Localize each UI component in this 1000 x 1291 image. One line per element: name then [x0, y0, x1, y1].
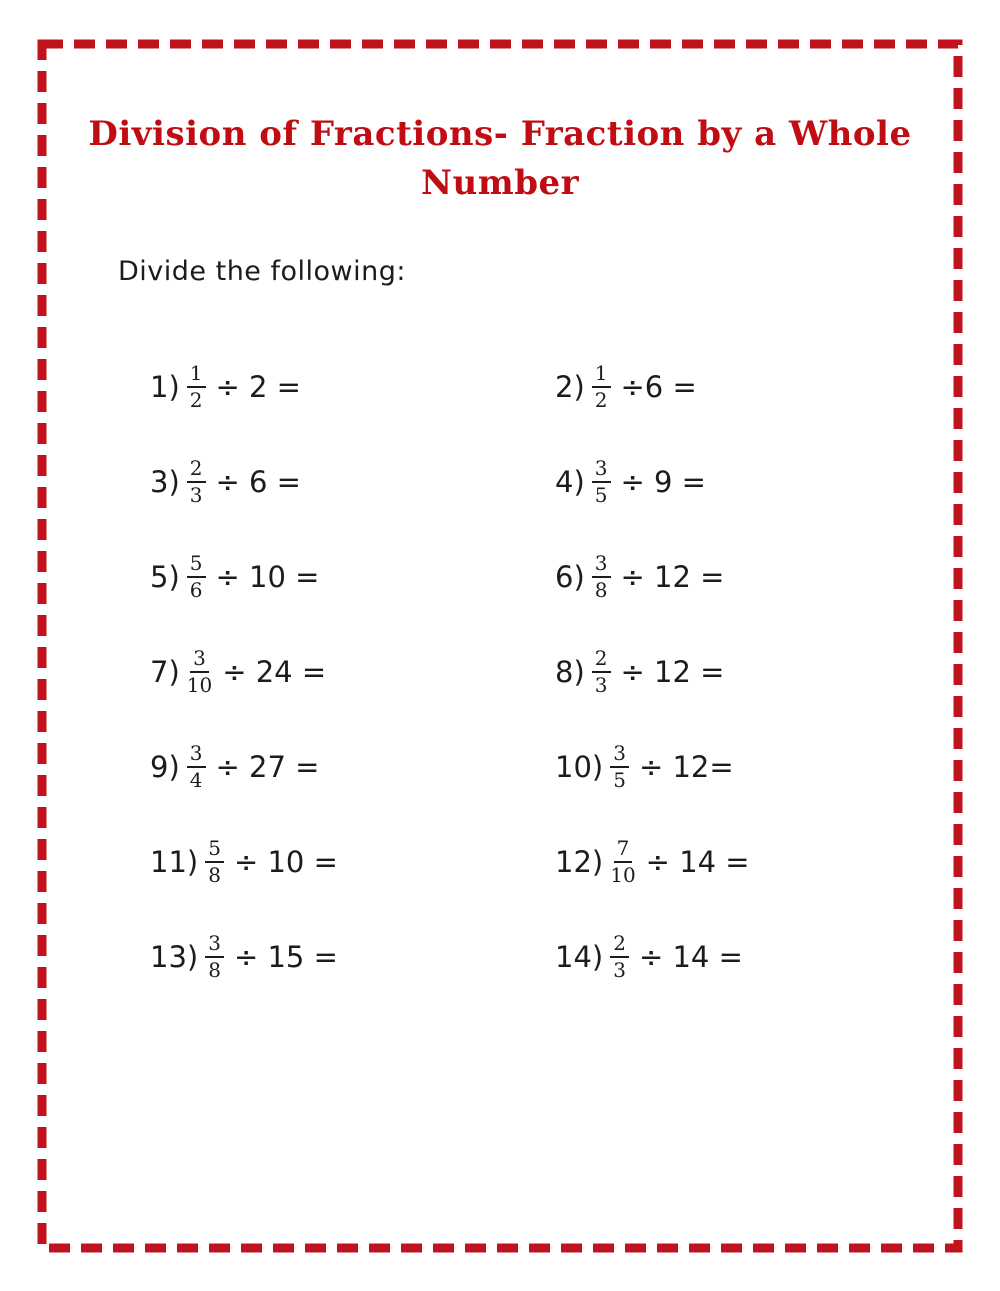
- problem-number: 8): [555, 654, 585, 689]
- problem-number: 12): [555, 844, 604, 879]
- problem-number: 7): [150, 654, 180, 689]
- divisor-expression: ÷ 12 =: [620, 559, 725, 594]
- fraction: [610, 742, 629, 792]
- divisor-expression: ÷6 =: [620, 369, 697, 404]
- fraction-numerator: 3: [190, 647, 209, 673]
- fraction: [205, 837, 224, 887]
- problem-number: 2): [555, 369, 585, 404]
- problem-number: 1): [150, 369, 180, 404]
- fraction-numerator: 7: [614, 837, 633, 863]
- divisor-expression: ÷ 10 =: [215, 559, 320, 594]
- problem-number: 3): [150, 464, 180, 499]
- fraction-numerator: 3: [592, 457, 611, 483]
- fraction: [610, 837, 635, 887]
- problem-1: [150, 339, 555, 434]
- problem-7: [150, 624, 555, 719]
- fraction-denominator: 8: [208, 957, 221, 982]
- fraction-denominator: 2: [189, 387, 203, 412]
- fraction-denominator: 10: [610, 862, 636, 887]
- worksheet-title-line1: Division of Fractions- Fraction by a Whole: [88, 114, 912, 154]
- divisor-expression: ÷ 2 =: [215, 369, 301, 404]
- problem-number: 13): [150, 939, 199, 974]
- fraction-numerator: 1: [187, 362, 206, 388]
- fraction-numerator: 5: [187, 552, 206, 578]
- problem-10: [555, 719, 750, 814]
- divisor-expression: ÷ 10 =: [233, 844, 338, 879]
- problem-number: 5): [150, 559, 180, 594]
- fraction-denominator: 3: [189, 482, 203, 507]
- divisor-expression: ÷ 14 =: [645, 844, 750, 879]
- fraction-denominator: 5: [613, 767, 626, 792]
- divisor-expression: ÷ 12 =: [620, 654, 725, 689]
- problem-number: 11): [150, 844, 199, 879]
- fraction-numerator: 5: [205, 837, 224, 863]
- fraction: [592, 362, 611, 412]
- divisor-expression: ÷ 14 =: [638, 939, 743, 974]
- fraction: [187, 647, 212, 697]
- fraction-numerator: 2: [187, 457, 206, 483]
- worksheet-title: [80, 110, 920, 209]
- fraction-denominator: 3: [613, 957, 626, 982]
- fraction: [187, 457, 206, 507]
- divisor-expression: ÷ 15 =: [233, 939, 338, 974]
- fraction: [592, 647, 611, 697]
- problem-number: 4): [555, 464, 585, 499]
- fraction-numerator: 2: [592, 647, 611, 673]
- fraction: [592, 552, 611, 602]
- problem-11: [150, 814, 555, 909]
- fraction-numerator: 3: [187, 742, 206, 768]
- fraction-numerator: 3: [592, 552, 611, 578]
- fraction-denominator: 8: [594, 577, 608, 602]
- fraction-denominator: 10: [186, 672, 213, 697]
- problem-2: [555, 339, 750, 434]
- fraction-numerator: 1: [592, 362, 611, 388]
- problem-12: [555, 814, 750, 909]
- problems-grid: [150, 339, 750, 1004]
- fraction: [187, 362, 206, 412]
- divisor-expression: ÷ 24 =: [222, 654, 327, 689]
- problem-number: 14): [555, 939, 604, 974]
- problem-14: [555, 909, 750, 1004]
- fraction-denominator: 3: [594, 672, 608, 697]
- worksheet-title-line2: Number: [420, 163, 580, 204]
- fraction-numerator: 2: [610, 932, 629, 958]
- fraction-denominator: 4: [189, 767, 203, 792]
- problem-9: [150, 719, 555, 814]
- fraction: [187, 552, 206, 602]
- fraction-denominator: 2: [594, 387, 608, 412]
- problem-number: 6): [555, 559, 585, 594]
- fraction-denominator: 8: [208, 862, 221, 887]
- fraction: [205, 932, 224, 982]
- problem-number: 9): [150, 749, 180, 784]
- fraction: [610, 932, 629, 982]
- problem-6: [555, 529, 750, 624]
- divisor-expression: ÷ 12=: [638, 749, 734, 784]
- divisor-expression: ÷ 6 =: [215, 464, 301, 499]
- fraction: [187, 742, 206, 792]
- fraction-numerator: 3: [205, 932, 224, 958]
- instruction-text: Divide the following:: [118, 256, 406, 287]
- problem-3: [150, 434, 555, 529]
- fraction-denominator: 6: [189, 577, 203, 602]
- problem-4: [555, 434, 750, 529]
- divisor-expression: ÷ 9 =: [620, 464, 706, 499]
- problem-number: 10): [555, 749, 604, 784]
- fraction-numerator: 3: [610, 742, 629, 768]
- fraction-denominator: 5: [594, 482, 608, 507]
- fraction: [592, 457, 611, 507]
- problem-8: [555, 624, 750, 719]
- problem-5: [150, 529, 555, 624]
- problem-13: [150, 909, 555, 1004]
- divisor-expression: ÷ 27 =: [215, 749, 320, 784]
